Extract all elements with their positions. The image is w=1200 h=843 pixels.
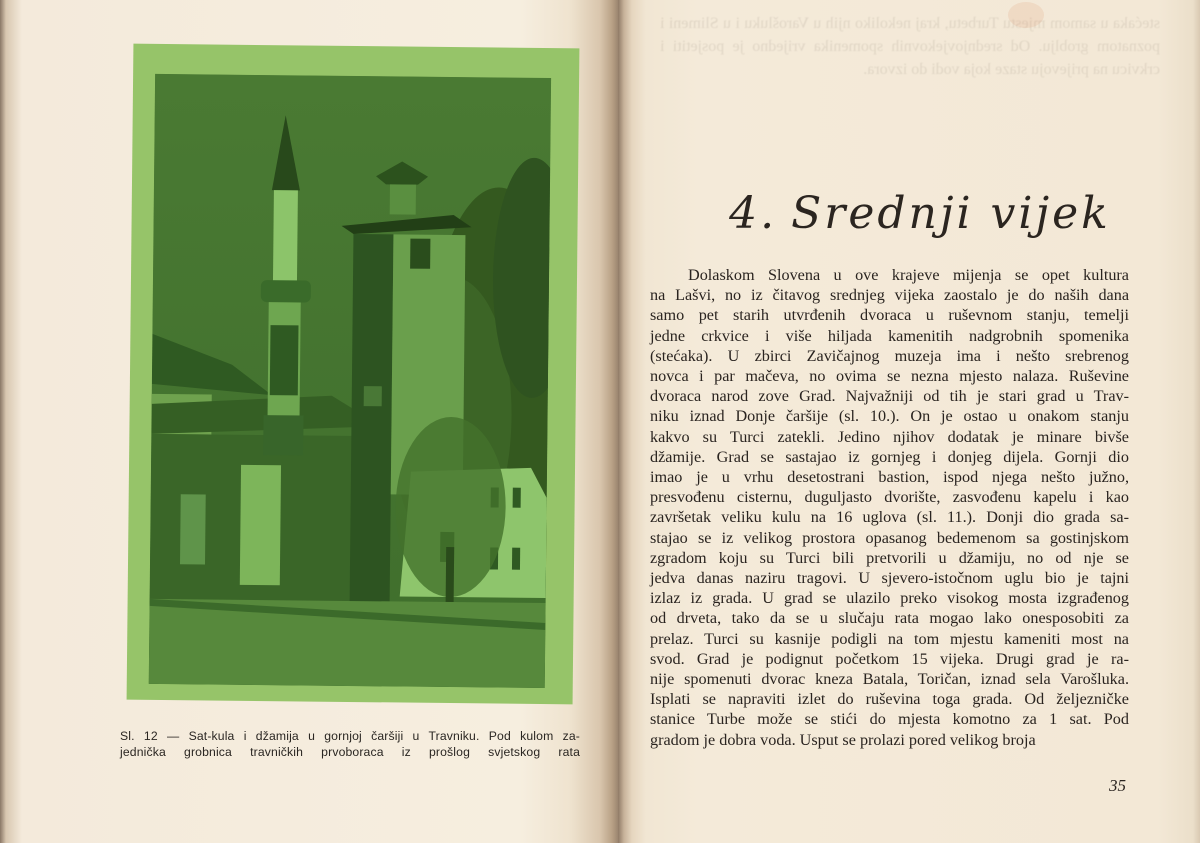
clock-tower-mosque-image — [149, 74, 551, 688]
text-line: izlaz iz grada. U grad se ulazilo preko visokog mosta izgrađenog — [650, 589, 1129, 608]
caption-line: jednička grobnica travničkih prvoboraca iz prošlog svjetskog rata — [120, 745, 580, 759]
text-line: presvođenu cisternu, duguljasto dvorište, zasvođenu kapelu i kao — [650, 488, 1129, 507]
text-line: na Lašvi, no iz čitavog srednjeg vijeka zaostalo je do naših dana — [650, 286, 1129, 305]
text-line: zgradom koju su Turci bili pretvorili u džamiju, no od nje se — [650, 548, 1129, 567]
text-line: niku iznad Donje čaršije (sl. 10.). On je ostao u onakom stanju — [650, 407, 1129, 426]
text-line: džamije. Grad se sastajao iz gornjeg i donjeg dijela. Gornji dio — [650, 447, 1129, 466]
text-line: (stećaka). U zbirci Zavičajnog muzeja ima i nešto srebrenog — [650, 346, 1129, 365]
text-line: od drveta, tako da se u slučaju rata mogao lako onesposobiti za — [650, 609, 1129, 628]
text-line: stajao se iz velikog prostora opasanog bedemenom sa gostinjskom — [650, 528, 1129, 547]
show-through-text: stećaka u samom mjestu Turbetu, kraj nekoliko njih u Varošluku i u Slimeni i poznatom groblju. Od srednjovjekovnih spomenika vrijedno je posjetiti i crkvicu na prijevoju staze koja vodi do izvora. — [660, 15, 1160, 78]
page-number: 35 — [1109, 776, 1126, 795]
figure-plate — [127, 44, 580, 705]
body-paragraph — [650, 265, 1129, 750]
text-line: novca i par mačeva, no ovima se nezna mjesto nalaza. Ruševine — [650, 367, 1129, 386]
text-line: završetak veliku kulu na 16 uglova (sl. 11.). Donji dio grada sa- — [650, 508, 1129, 527]
text-line: prelaz. Turci su kasnije podigli na tom mjestu kameniti most na — [650, 629, 1129, 648]
chapter-number: 4. — [729, 188, 778, 239]
text-line: stanice Turbe može se stići do mjesta komotno za 1 sat. Pod — [650, 710, 1129, 729]
caption-line: Sl. 12 — Sat-kula i džamija u gornjoj čaršiji u Travniku. Pod kulom za- — [120, 729, 580, 743]
text-line: gradom je dobra voda. Usput se prolazi pored velikog broja — [650, 730, 1036, 749]
text-line: imao je u vrhu desetostrani bastion, ispod njega nešto južno, — [650, 468, 1129, 487]
chapter-heading — [700, 188, 1140, 239]
text-line: dvoraca narod zove Grad. Najvažniji od tih je stari grad u Trav- — [650, 387, 1129, 406]
text-line: samo pet starih utvrđenih dvoraca u ruševnom stanju, temelji — [650, 306, 1129, 325]
figure-photo — [149, 74, 551, 688]
figure-caption — [120, 728, 580, 760]
text-line: svod. Grad je podignut početkom 15 vijeka. Drugi grad je ra- — [650, 649, 1129, 668]
paper-stain — [1008, 2, 1044, 28]
text-line: jedva danas naziru tragovi. U sjevero-istočnom uglu bio je tajni — [650, 569, 1129, 588]
text-line: Isplati se napraviti izlet do ruševina toga grada. Od željezničke — [650, 690, 1129, 709]
text-line: Dolaskom Slovena u ove krajeve mijenja se opet kultura — [688, 266, 1129, 284]
text-line: jedne crkvice i više hiljada kamenitih nadgrobnih spomenika — [650, 326, 1129, 345]
text-line: nije spomenuti dvorac kneza Batala, Toričan, iznad sela Varošluka. — [650, 670, 1129, 689]
text-line: kakvo su Turci zatekli. Jedino njihov dodatak je minare bivše — [650, 427, 1129, 446]
chapter-title: Srednji vijek — [791, 188, 1111, 239]
